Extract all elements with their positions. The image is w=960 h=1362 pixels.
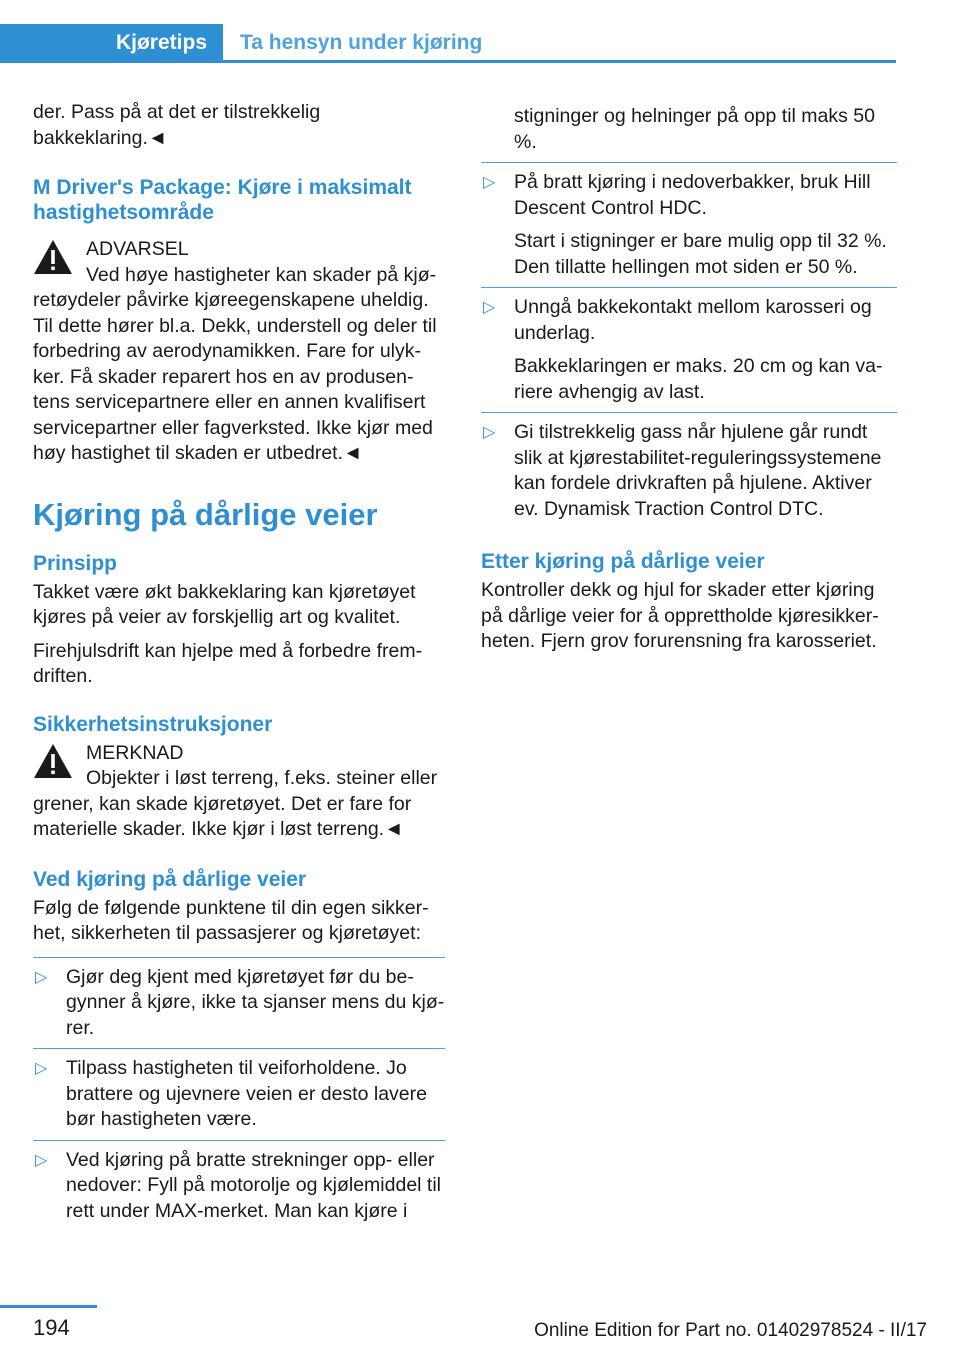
- driving-list-continued: [481, 104, 897, 529]
- header-rule: [0, 60, 896, 63]
- warning-text: grener, kan skade kjøretøyet. Det er fare for materielle skader. Ikke kjør i løst terreng.◄: [33, 792, 412, 840]
- warning-title: ADVARSEL: [86, 238, 189, 260]
- triangle-bullet-icon: ▷: [35, 1151, 48, 1169]
- list-item: ▷ Gjør deg kjent med kjøretøyet før du be-gynner å kjøre, ikke ta sjanser mens du kjø-rer.: [33, 957, 445, 1049]
- intro-text: der. Pass på at det er tilstrekkelig bakkeklaring.◄: [33, 101, 321, 149]
- triangle-bullet-icon: ▷: [483, 424, 496, 441]
- mdriver-heading: M Driver's Package: Kjøre i maksimalt hastighetsområde: [33, 176, 412, 224]
- footer-rule: [0, 1305, 97, 1308]
- warning-block-merknad: [33, 741, 445, 843]
- warning-text: retøydeler påvirke kjøreegenskapene uheldig. Til dette hører bl.a. Dekk, understell og deler til forbedring av aerodynamikken. Fare for ulyk-ker. Få skader reparert hos en av produsen-tens servicepartnere eller en annen kvalifisert servicepartner eller fagverksted. Ikke kjør med høy hastighet til skaden er utbedret.◄: [33, 289, 437, 464]
- triangle-bullet-icon: ▷: [483, 174, 496, 191]
- list-item: ▷ Tilpass hastigheten til veiforholdene. Jo brattere og ujevnere veien er desto lavere bør hastigheten være.: [33, 1048, 445, 1140]
- page-number: 194: [33, 1315, 70, 1340]
- edition-text: Online Edition for Part no. 01402978524 - II/17: [534, 1320, 927, 1341]
- after-text: Kontroller dekk og hjul for skader etter kjøring på dårlige veier for å opprettholde kjøresikker-heten. Fjern grov forurensning fra karosseriet.: [481, 579, 879, 652]
- list-item: stigninger og helninger på opp til maks 50 %.: [514, 105, 875, 153]
- safety-heading: Sikkerhetsinstruksjoner: [33, 712, 273, 736]
- list-item: ▷ Gi tilstrekkelig gass når hjulene går rundt slik at kjørestabilitet-reguleringssystemene kan fordele drivkraften på hjulene. Aktiver ev. Dynamisk Traction Control DTC.: [481, 412, 897, 529]
- warning-triangle-icon: [33, 743, 73, 779]
- triangle-bullet-icon: ▷: [483, 299, 496, 316]
- page-header: [0, 0, 960, 64]
- principle-heading: Prinsipp: [33, 551, 118, 575]
- triangle-bullet-icon: ▷: [35, 968, 48, 986]
- right-column: [481, 100, 897, 663]
- driving-intro: Følg de følgende punktene til din egen sikker-het, sikkerheten til passasjerer og kjøretøyet:: [33, 896, 429, 944]
- warning-text-first: Objekter i løst terreng, f.eks. steiner eller: [86, 767, 438, 789]
- principle-text-2: Firehjulsdrift kan hjelpe med å forbedre frem-driften.: [33, 639, 423, 687]
- driving-heading: Ved kjøring på dårlige veier: [33, 867, 307, 891]
- after-heading: Etter kjøring på dårlige veier: [481, 550, 765, 573]
- left-column: [33, 100, 445, 1231]
- principle-text-1: Takket være økt bakkeklaring kan kjøretøyet kjøres på veier av forskjellig art og kvalitet.: [33, 580, 416, 628]
- tab-driving-considerations[interactable]: Ta hensyn under kjøring: [240, 31, 483, 54]
- section-heading: Kjøring på dårlige veier: [33, 496, 378, 532]
- triangle-bullet-icon: ▷: [35, 1060, 48, 1077]
- list-item: ▷ Ved kjøring på bratte strekninger opp- eller nedover: Fyll på motorolje og kjølemiddel til rett under MAX-merket. Man kan kjøre i: [33, 1140, 445, 1232]
- tab-driving-tips[interactable]: Kjøretips: [0, 24, 223, 62]
- warning-title: MERKNAD: [86, 741, 184, 764]
- list-item: ▷ På bratt kjøring i nedoverbakker, bruk Hill Descent Control HDC. Start i stigninger er bare mulig opp til 32 %. Den tillatte hellingen mot siden er 50 %.: [481, 162, 897, 287]
- warning-text-first: Ved høye hastigheter kan skader på kjø-: [86, 263, 437, 286]
- list-item: ▷ Unngå bakkekontakt mellom karosseri og underlag. Bakkeklaringen er maks. 20 cm og kan va-riere avhengig av last.: [481, 287, 897, 412]
- driving-list: [33, 957, 445, 1232]
- warning-triangle-icon: [33, 239, 73, 275]
- warning-block-advarsel: [33, 237, 445, 467]
